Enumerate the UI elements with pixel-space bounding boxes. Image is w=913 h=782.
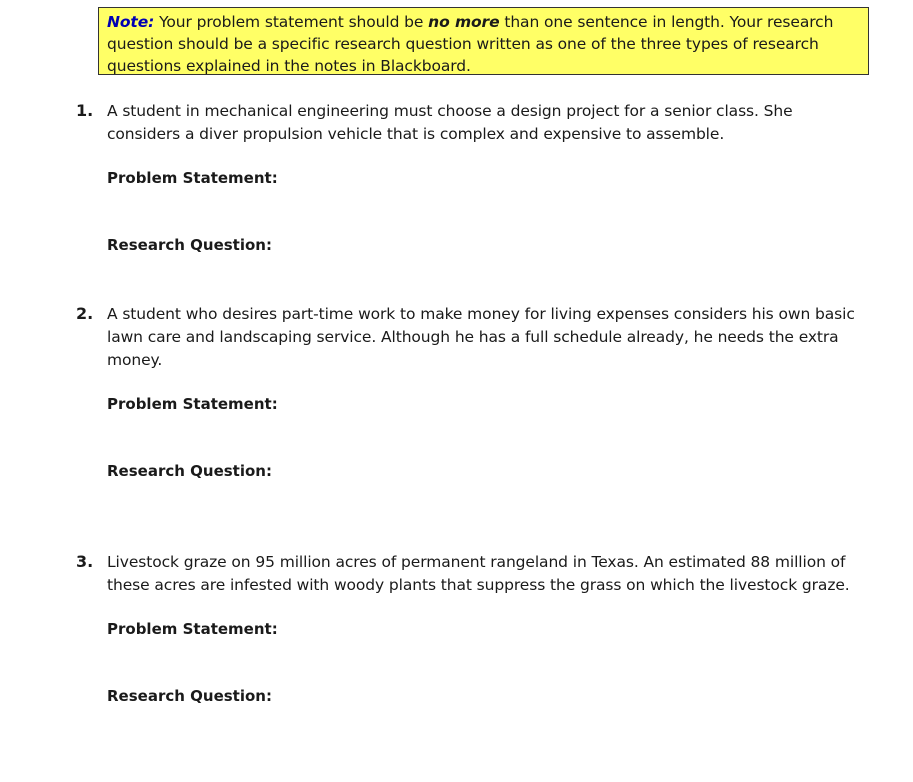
note-text-1: Your problem statement should be: [154, 13, 429, 31]
note-text-2: than one sentence in length. Your research question should be a specific research question written as one of the three types of research questions explained in the notes in Blackboard.: [107, 13, 834, 75]
question-number: 3.: [76, 552, 94, 571]
question-number: 1.: [76, 101, 94, 120]
question-text: A student in mechanical engineering must choose a design project for a senior class. She considers a diver propulsion vehicle that is complex and expensive to assemble.: [107, 102, 793, 143]
problem-statement-label: Problem Statement:: [107, 620, 278, 638]
research-question-label: Research Question:: [107, 236, 272, 254]
note-emphasis: no more: [428, 13, 500, 31]
problem-statement-label: Problem Statement:: [107, 395, 278, 413]
note-label: Note:: [107, 13, 155, 31]
problem-statement-label: Problem Statement:: [107, 169, 278, 187]
question-number: 2.: [76, 304, 94, 323]
research-question-label: Research Question:: [107, 462, 272, 480]
research-question-label: Research Question:: [107, 687, 272, 705]
question-text: A student who desires part-time work to make money for living expenses considers his own basic lawn care and landscaping service. Although he has a full schedule already, he needs the extra money.: [107, 305, 855, 369]
question-text: Livestock graze on 95 million acres of permanent rangeland in Texas. An estimated 88 million of these acres are infested with woody plants that suppress the grass on which the livestock graze.: [107, 553, 850, 594]
note-box: [98, 7, 869, 75]
